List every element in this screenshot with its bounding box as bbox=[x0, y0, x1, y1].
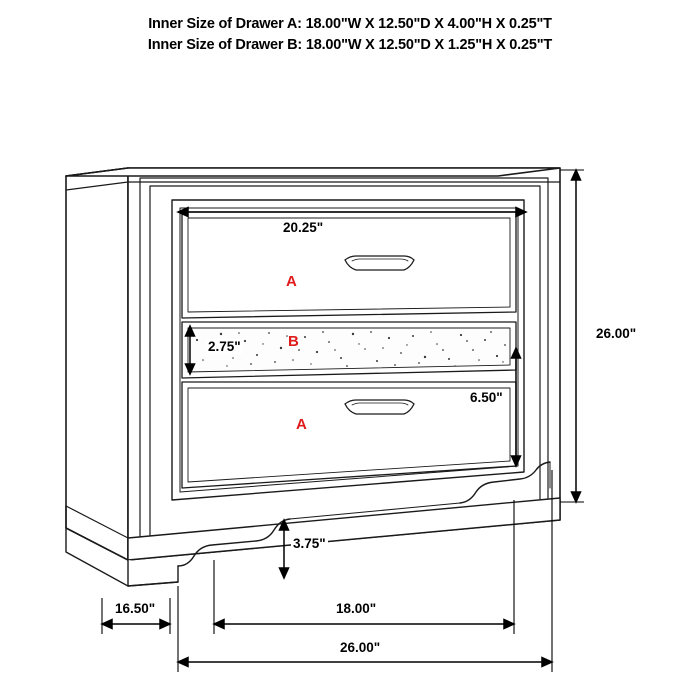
dim-lower-drawer-height-label: 6.50" bbox=[470, 390, 503, 405]
drawer-a-top-label: A bbox=[286, 273, 297, 290]
dim-total-height-label: 26.00" bbox=[596, 326, 637, 341]
drawer-a-bottom-label: A bbox=[296, 416, 307, 433]
header-line-2: Inner Size of Drawer B: 18.00"W X 12.50"D X 1.25"H X 0.25"T bbox=[147, 37, 553, 53]
dim-drawer-b-height-label: 2.75" bbox=[208, 339, 241, 354]
dim-side-depth-label: 16.50" bbox=[115, 601, 156, 616]
dim-total-width-label: 26.00" bbox=[340, 640, 381, 655]
dim-foot-height-label: 3.75" bbox=[293, 536, 326, 551]
drawer-b-label: B bbox=[288, 333, 299, 350]
dim-top-width-label: 20.25" bbox=[283, 220, 324, 235]
header-line-1: Inner Size of Drawer A: 18.00"W X 12.50"D X 4.00"H X 0.25"T bbox=[148, 16, 552, 32]
dim-inner-width-label: 18.00" bbox=[336, 601, 377, 616]
